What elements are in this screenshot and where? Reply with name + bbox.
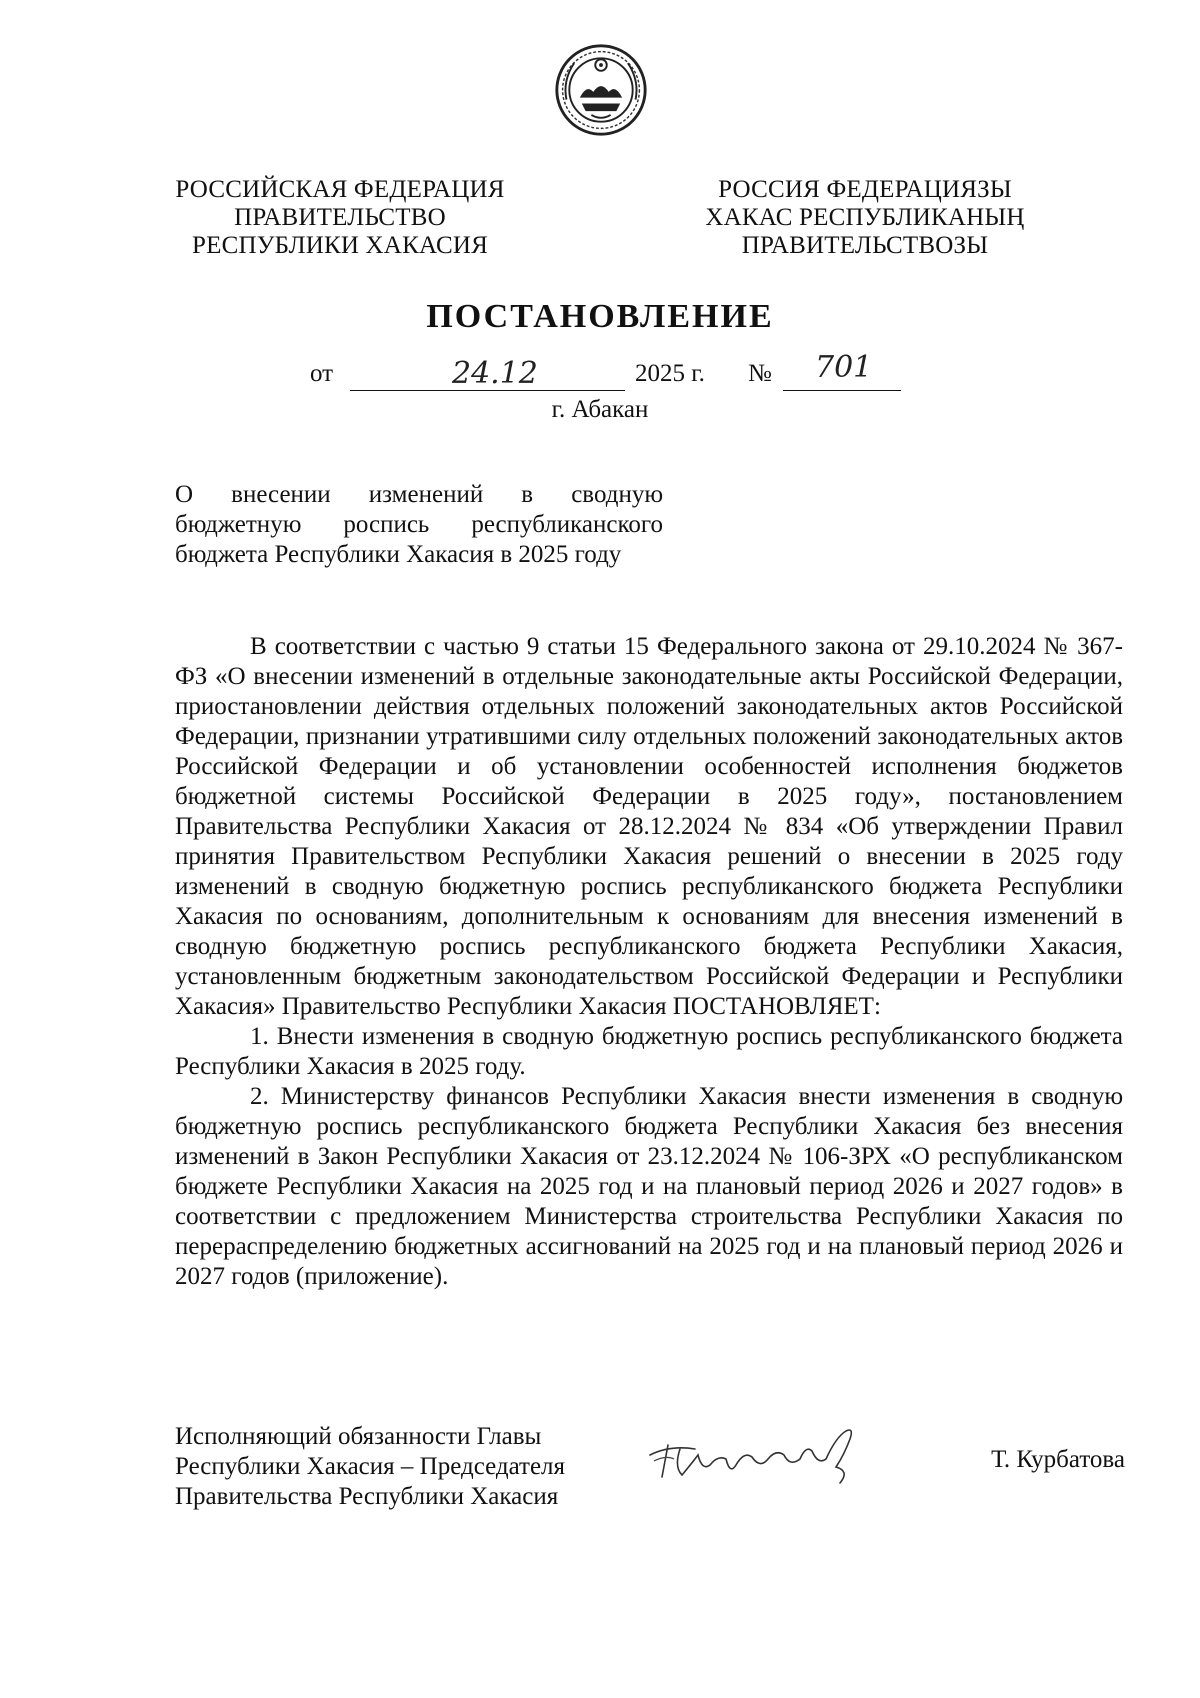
subject-line: О внесении изменений в сводную [175,481,663,508]
signatory-title-line: Исполняющий обязанности Главы [175,1423,542,1450]
signatory-title-line: Правительства Республики Хакасия [175,1483,559,1510]
header-right-line: РОССИЯ ФЕДЕРАЦИЯЗЫ [718,176,1012,203]
year-label: 2025 г. [635,360,705,387]
handwritten-number: 701 [815,350,873,385]
body-paragraph: В соответствии с частью 9 статьи 15 Федерального закона от 29.10.2024 № 367-ФЗ «О внесении изменений в отдельные законодательные акты Российской Федерации, приостановлении действия отдельных положений законодательных актов Российской Федерации, признании утратившими силу отдельных положений законодательных актов Российской Федерации и об установлении особенностей исполнения бюджетов бюджетной системы Российской Федерации в 2025 году», постановлением Правительства Республики Хакасия от 28.12.2024 № 834 «Об утверждении Правил принятия Правительством Республики Хакасия решений о внесении в 2025 году изменений в сводную бюджетную роспись республиканского бюджета Республики Хакасия по основаниям, дополнительным к основаниям для внесения изменений в сводную бюджетную роспись республиканского бюджета Республики Хакасия, установленным бюджетным законодательством Российской Федерации и Республики Хакасия» Правительство Республики Хакасия ПОСТАНОВЛЯЕТ: [175,633,1123,1020]
header-left-line: РОССИЙСКАЯ ФЕДЕРАЦИЯ [175,176,505,203]
date-number-line [310,350,910,400]
signatory-title [175,1422,655,1512]
signatory-title-line: Республики Хакасия – Председателя [175,1453,566,1480]
header-left-line: ПРАВИТЕЛЬСТВО [234,204,446,231]
handwritten-signature [640,1415,880,1495]
header-right-line: ХАКАС РЕСПУБЛИКАНЫҢ [705,204,1025,231]
date-prefix: от [310,360,334,387]
date-field [350,356,625,391]
header-left-block [150,176,530,260]
header-right-line: ПРАВИТЕЛЬСТВОЗЫ [741,232,989,259]
body-paragraph: 2. Министерству финансов Республики Хакасия внести изменения в сводную бюджетную роспись республиканского бюджета Республики Хакасия без внесения изменений в Закон Республики Хакасия от 23.12.2024 № 106-ЗРХ «О республиканском бюджете Республики Хакасия на 2025 год и на плановый период 2026 и 2027 годов» в соответствии с предложением Министерства строительства Республики Хакасия по перераспределению бюджетных ассигнований на 2025 год и на плановый период 2026 и 2027 годов (приложение). [175,1083,1123,1290]
signatory-name: Т. Курбатова [991,1446,1125,1473]
document-title: ПОСТАНОВЛЕНИЕ [426,298,774,335]
document-subject [175,480,663,570]
header-left-line: РЕСПУБЛИКИ ХАКАСИЯ [192,232,488,259]
handwritten-date: 24.12 [452,356,538,391]
number-field [783,350,901,391]
coat-of-arms-emblem [553,42,649,138]
subject-line: бюджета Республики Хакасия в 2025 году [175,541,622,568]
subject-line: бюджетную роспись республиканского [175,511,663,538]
number-label: № [748,360,772,387]
city-label: г. Абакан [551,396,649,423]
header-right-block [680,176,1050,260]
document-body [175,632,1123,1292]
body-paragraph: 1. Внести изменения в сводную бюджетную роспись республиканского бюджета Республики Хакасия в 2025 году. [175,1023,1123,1080]
